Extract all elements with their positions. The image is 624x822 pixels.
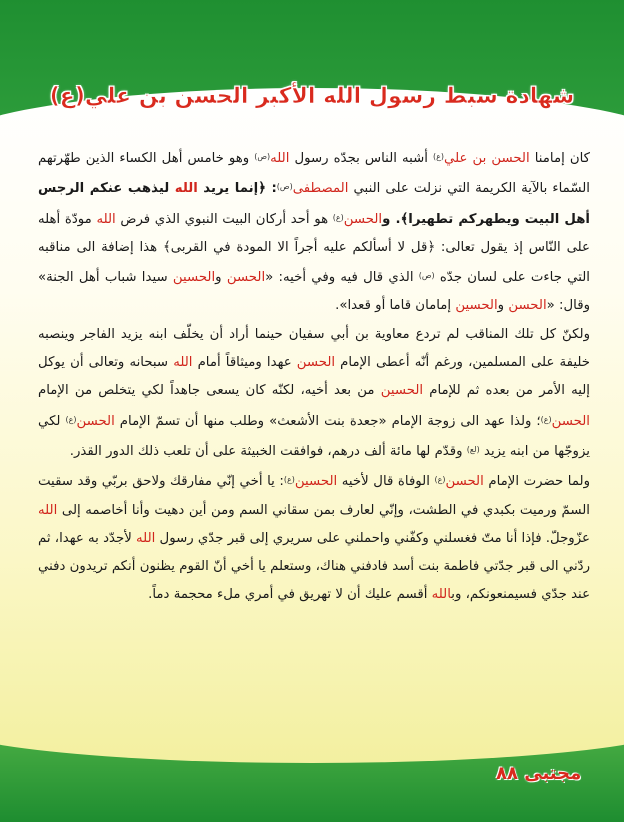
- page-number: [496, 763, 584, 789]
- name-highlight: الحسين: [455, 298, 498, 314]
- name-highlight: الحسن: [508, 298, 547, 314]
- text-span: مودّة أهله على النّاس إذ يقول تعالى: ﴿قل لا أسألكم عليه أجراً الا المودة في القربى﴾ هذا إضافة الى مناقبه التي جاءت على لسان جدّه: [38, 211, 590, 286]
- text-span: الذي قال فيه وفي أخيه: «: [265, 270, 419, 286]
- quran-quote: ليذهب عنكم الرجس أهل البيت ويطهركم تطهيرا﴾. و: [38, 181, 590, 227]
- text-span: من بعد أخيه، لكنّه كان يسعى جاهداً لكي يتخلص من الإمام: [38, 383, 381, 399]
- name-highlight: الحسن: [445, 474, 484, 490]
- text-span: لأجدّد به عهدا، ثم ردّني الى قبر جدّتي فاطمة بنت أسد فادفني هناك، وستعلم يا أخي أنّ القوم يظنون أنكم تريدون دفني عند جدّي فسيمنعونكم، وب: [38, 530, 590, 603]
- name-highlight: المصطفى: [292, 181, 349, 197]
- honorific: (ص): [276, 182, 293, 192]
- honorific: (ص): [418, 271, 435, 281]
- name-highlight: الحسين: [172, 270, 216, 286]
- text-span: كان إمامنا: [529, 151, 590, 166]
- text-span: وقدّم لها مائة ألف درهم، فوافقت الخبيثة على أن تلعب ذلك الدور القذر.: [69, 443, 467, 459]
- honorific: (ع): [433, 152, 445, 161]
- text-span: الوفاة قال لأخيه: [337, 474, 435, 490]
- honorific: (ع): [434, 475, 446, 485]
- article-body: [38, 143, 590, 610]
- name-highlight: الله: [136, 530, 156, 546]
- name-highlight: الحسين: [380, 383, 424, 399]
- paragraph-1: [38, 143, 590, 321]
- honorific: (ص): [254, 152, 271, 161]
- name-highlight: الله: [431, 587, 452, 603]
- text-span: ولكنّ كل تلك المناقب لم تردع معاوية بن أبي سفيان حينما أراد أن يخلّف ابنه يزيد الفاجر وينصبه خليفة على المسلمين، ورغم أنّه أعطى الإمام: [38, 326, 590, 371]
- quran-quote: : ﴿إنما يريد: [197, 181, 277, 197]
- honorific: (لع): [466, 444, 480, 454]
- honorific: (ع): [283, 475, 295, 485]
- text-span: هو أحد أركان البيت النبوي الذي فرض: [115, 211, 333, 227]
- text-span: سيدا شباب أهل الجنة» وقال: «: [38, 270, 590, 314]
- page-label: مجتبى ٨٨: [496, 763, 582, 784]
- name-highlight: الحسن: [76, 413, 115, 429]
- name-highlight: الله: [96, 211, 116, 227]
- name-highlight: الحسن: [296, 355, 336, 371]
- page-title: شهادة سبط رسول الله الأكبر الحسن بن علي(ع): [49, 84, 575, 109]
- text-span: و: [497, 298, 509, 314]
- text-span: لكي يزوجّها من ابنه يزيد: [38, 413, 590, 459]
- text-span: عزّوجلّ. فإذا أنا متّ فغسلني وكفّني واحملني على سريري إلى قبر جدّي رسول: [155, 530, 590, 546]
- honorific: (ع): [332, 212, 344, 222]
- title-wrap: [0, 84, 624, 109]
- name-highlight: الحسين: [294, 474, 338, 490]
- name-highlight: الحسن: [551, 413, 590, 429]
- text-span: أشبه الناس بجدّه رسول: [289, 151, 434, 166]
- honorific: (ع): [540, 414, 552, 424]
- name-highlight: الله: [173, 355, 193, 371]
- text-span: أقسم عليك أن لا تهريق في أمري ملء محجمة دماً.: [148, 587, 432, 603]
- text-span: سبحانه وتعالى أن يوكل إليه الأمر من بعده ثم للإمام: [38, 355, 590, 399]
- name-highlight: الحسن: [343, 211, 383, 227]
- text-span: ولما حضرت الإمام: [483, 474, 590, 490]
- text-span: إمامان قاما أو قعدا».: [335, 298, 456, 314]
- name-highlight: الله: [38, 502, 58, 518]
- paragraph-2: [38, 321, 590, 466]
- name-highlight: الله: [174, 181, 198, 197]
- text-span: عهدا وميثاقاً أمام: [192, 355, 297, 371]
- text-span: وهو خامس أهل الكساء الذين طهّرتهم السّماء بالآية الكريمة التي نزلت على النبي: [38, 151, 590, 197]
- name-highlight: الحسن بن علي: [444, 151, 530, 166]
- paragraph-3: [38, 466, 590, 609]
- text-span: و: [215, 270, 227, 286]
- text-span: ؛ ولذا عهد الى زوجة الإمام «جعدة بنت الأشعث» وطلب منها أن تسمّ الإمام: [114, 413, 541, 429]
- name-highlight: الحسن: [226, 270, 266, 286]
- text-span: : يا أخي إنّي مفارقك ولاحق بربّي وقد سقيت السمّ ورميت بكبدي في الطشت، وإنّي لعارف بمن سقاني السم ومن أين دهيت وأنا أخاصمه إلى: [38, 474, 590, 518]
- honorific: (ع): [65, 414, 77, 424]
- name-highlight: الله: [270, 151, 290, 166]
